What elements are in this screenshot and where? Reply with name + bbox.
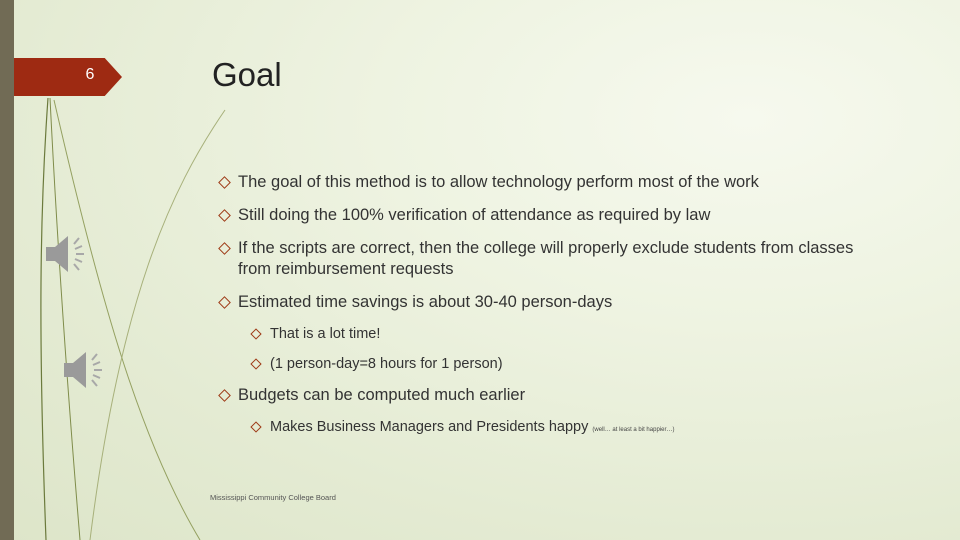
sub-bullet-text: Makes Business Managers and Presidents happy xyxy=(270,418,589,435)
small-aside-text: (well… at least a bit happier…) xyxy=(592,426,675,433)
sub-bullet-text: That is a lot time! xyxy=(270,325,381,342)
diamond-bullet-icon xyxy=(250,358,261,369)
diamond-bullet-icon xyxy=(218,389,231,402)
sub-bullet-item xyxy=(250,325,858,344)
bullet-list xyxy=(218,172,858,448)
bullet-text: Still doing the 100% verification of attendance as required by law xyxy=(238,205,711,224)
footer-text: Mississippi Community College Board xyxy=(210,493,336,502)
diamond-bullet-icon xyxy=(250,328,261,339)
bullet-item xyxy=(218,292,858,314)
sub-bullet-text: (1 person-day=8 hours for 1 person) xyxy=(270,355,503,372)
diamond-bullet-icon xyxy=(218,242,231,255)
bullet-item xyxy=(218,172,858,194)
speaker-icon[interactable] xyxy=(44,230,92,283)
speaker-icon[interactable] xyxy=(62,346,110,399)
bullet-text: If the scripts are correct, then the college will properly exclude students from classes from reimbursement requests xyxy=(238,238,854,279)
diamond-bullet-icon xyxy=(218,209,231,222)
sub-bullet-item xyxy=(250,418,858,437)
diamond-bullet-icon xyxy=(218,296,231,309)
slide-title: Goal xyxy=(212,56,282,93)
diamond-bullet-icon xyxy=(218,176,231,189)
diamond-bullet-icon xyxy=(250,421,261,432)
bullet-item xyxy=(218,238,858,282)
slide-number: 6 xyxy=(85,66,95,83)
sub-bullet-item xyxy=(250,355,858,374)
bullet-text: Estimated time savings is about 30-40 person-days xyxy=(238,293,613,312)
bullet-item xyxy=(218,385,858,407)
bullet-item xyxy=(218,205,858,227)
bullet-text: The goal of this method is to allow technology perform most of the work xyxy=(238,173,759,191)
bullet-text: Budgets can be computed much earlier xyxy=(238,386,526,405)
